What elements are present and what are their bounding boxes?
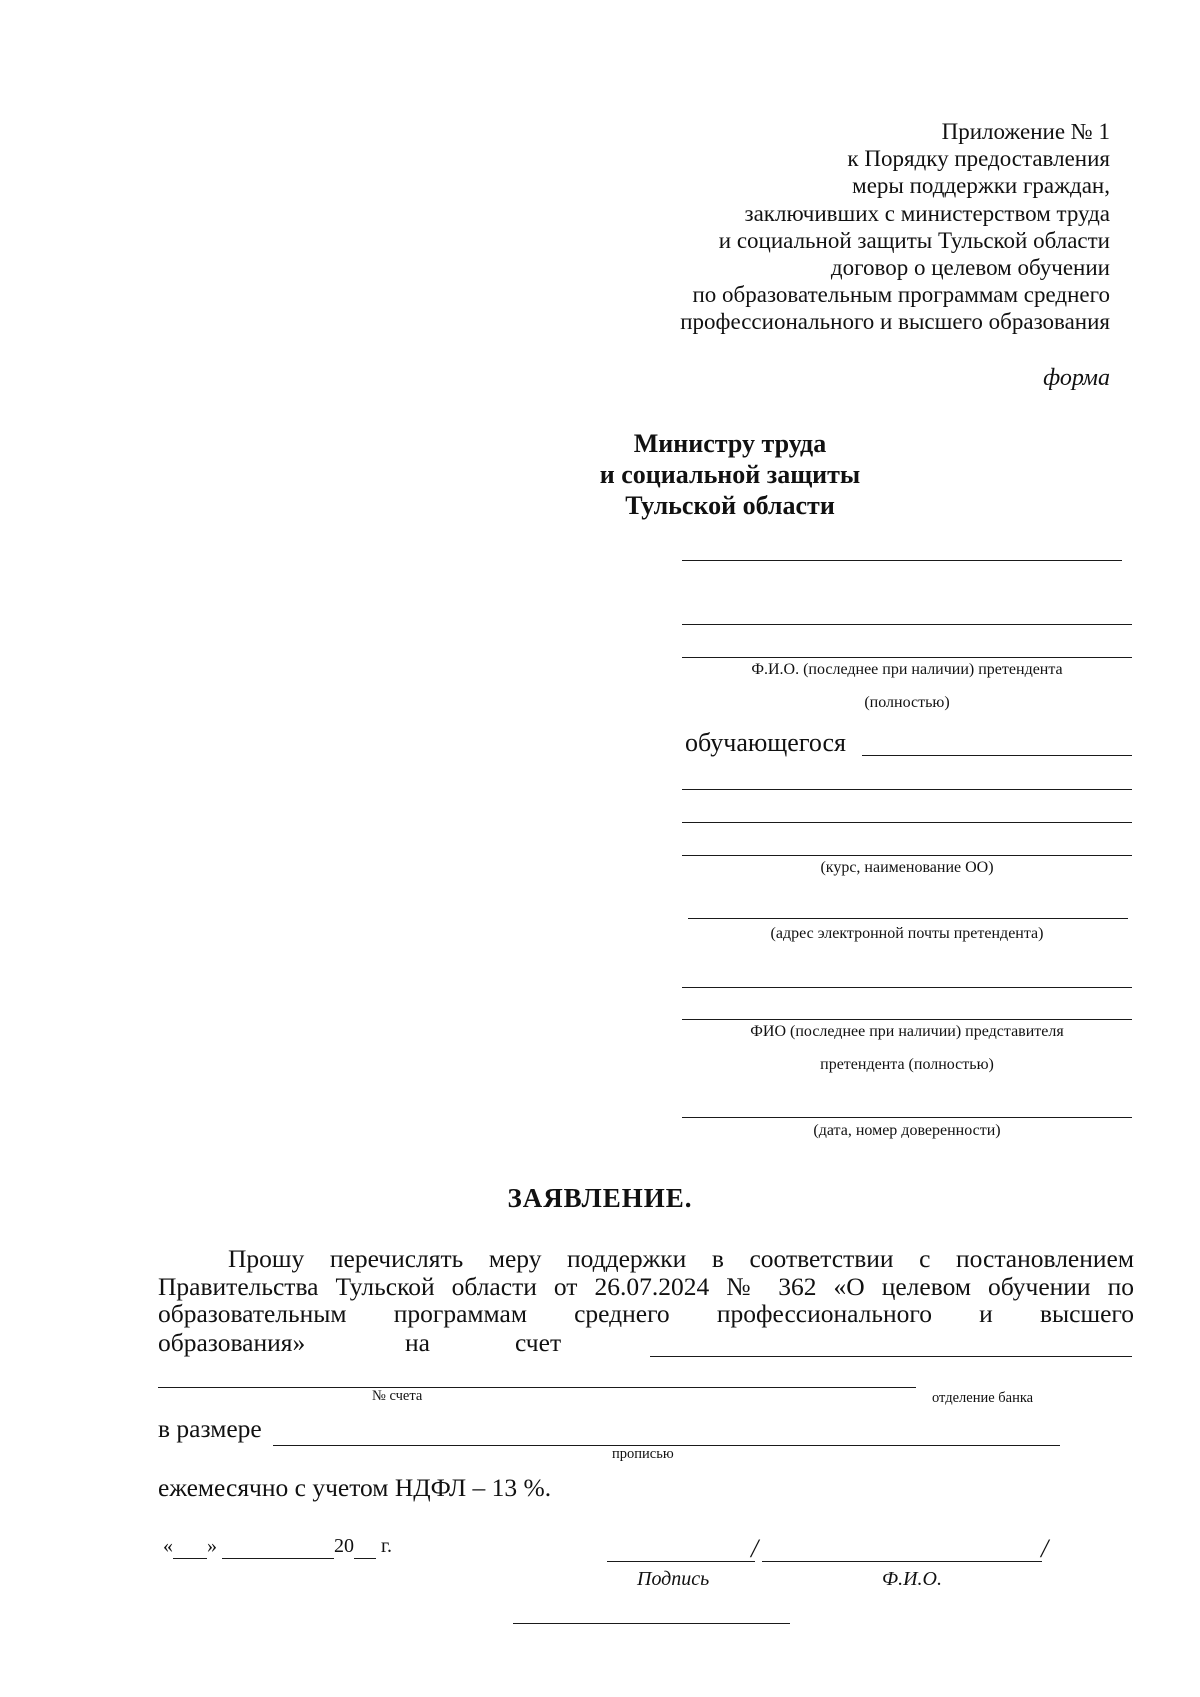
email-caption: (адрес электронной почты претендента) [770, 925, 1044, 942]
rep-line-1[interactable] [682, 987, 1132, 988]
appendix-line: договор о целевом обучении [830, 255, 1110, 281]
student-label: обучающегося [685, 728, 847, 757]
appendix-header [680, 118, 1110, 336]
date-open-quote: « [163, 1535, 173, 1557]
paragraph-last-on: на [405, 1328, 430, 1357]
student-field-line[interactable] [862, 755, 1132, 756]
slash-divider-end: / [1041, 1534, 1049, 1563]
bank-line[interactable] [650, 1356, 1132, 1357]
rep-caption-2: претендента (полностью) [820, 1056, 994, 1073]
rep-line-2[interactable] [682, 1019, 1132, 1020]
addressee-line: и социальной защиты [599, 460, 861, 489]
day-field[interactable] [173, 1535, 207, 1559]
year-suffix: г. [381, 1535, 392, 1557]
proxy-caption: (дата, номер доверенности) [813, 1122, 1001, 1139]
addressee-name-line[interactable] [682, 560, 1122, 561]
year-field[interactable] [354, 1535, 376, 1559]
paragraph-last-start: образования» [158, 1328, 306, 1357]
appendix-line: Приложение № 1 [941, 119, 1110, 144]
slash-divider: / [751, 1534, 759, 1563]
fio-caption-bottom: Ф.И.О. [882, 1568, 942, 1590]
signature-line[interactable] [607, 1561, 755, 1562]
addressee [535, 428, 925, 521]
date-field [163, 1535, 392, 1559]
course-line-1[interactable] [682, 789, 1132, 790]
paragraph-line: образовательным программам среднего профессионального и высшего [158, 1299, 1134, 1328]
form-label: форма [1043, 365, 1110, 391]
course-line-3[interactable] [682, 855, 1132, 856]
statement-paragraph [158, 1245, 1134, 1328]
appendix-line: и социальной защиты Тульской области [718, 227, 1110, 253]
course-line-2[interactable] [682, 822, 1132, 823]
fio-line-2[interactable] [682, 657, 1132, 658]
addressee-line: Тульской области [625, 491, 835, 520]
date-close-quote: » [207, 1535, 217, 1557]
appendix-line: профессионального и высшего образования [680, 309, 1110, 335]
amount-label: в размере [158, 1414, 262, 1443]
paragraph-last-account: счет [515, 1328, 562, 1357]
appendix-line: заключивших с министерством труда [744, 200, 1110, 226]
fio-signature-line[interactable] [762, 1561, 1042, 1562]
rep-caption: ФИО (последнее при наличии) представителя [750, 1023, 1064, 1040]
addressee-line: Министру труда [633, 429, 827, 458]
paragraph-line: Правительства Тульской области от 26.07.2024 № 362 «О целевом обучении по [158, 1271, 1134, 1301]
appendix-line: меры поддержки граждан, [852, 173, 1110, 199]
paragraph-line: Прошу перечислять меру поддержки в соответствии с постановлением [228, 1244, 1134, 1273]
bank-caption: отделение банка [932, 1390, 1034, 1406]
bottom-separator [513, 1623, 790, 1624]
month-field[interactable] [222, 1535, 334, 1559]
fio-caption: Ф.И.О. (последнее при наличии) претендента [751, 661, 1063, 678]
statement-title: ЗАЯВЛЕНИЕ. [507, 1183, 693, 1213]
amount-caption: прописью [612, 1446, 674, 1462]
proxy-line[interactable] [682, 1117, 1132, 1118]
account-caption: № счета [372, 1388, 423, 1404]
fio-caption-2: (полностью) [864, 694, 950, 711]
year-prefix: 20 [334, 1535, 354, 1557]
signature-caption: Подпись [637, 1568, 710, 1590]
email-line[interactable] [688, 918, 1128, 919]
account-number-line[interactable] [158, 1387, 916, 1388]
appendix-line: к Порядку предоставления [847, 146, 1110, 172]
fio-line-1[interactable] [682, 624, 1132, 625]
monthly-text: ежемесячно с учетом НДФЛ – 13 %. [158, 1473, 552, 1502]
appendix-line: по образовательным программам среднего [692, 282, 1110, 308]
course-caption: (курс, наименование ОО) [820, 859, 994, 876]
